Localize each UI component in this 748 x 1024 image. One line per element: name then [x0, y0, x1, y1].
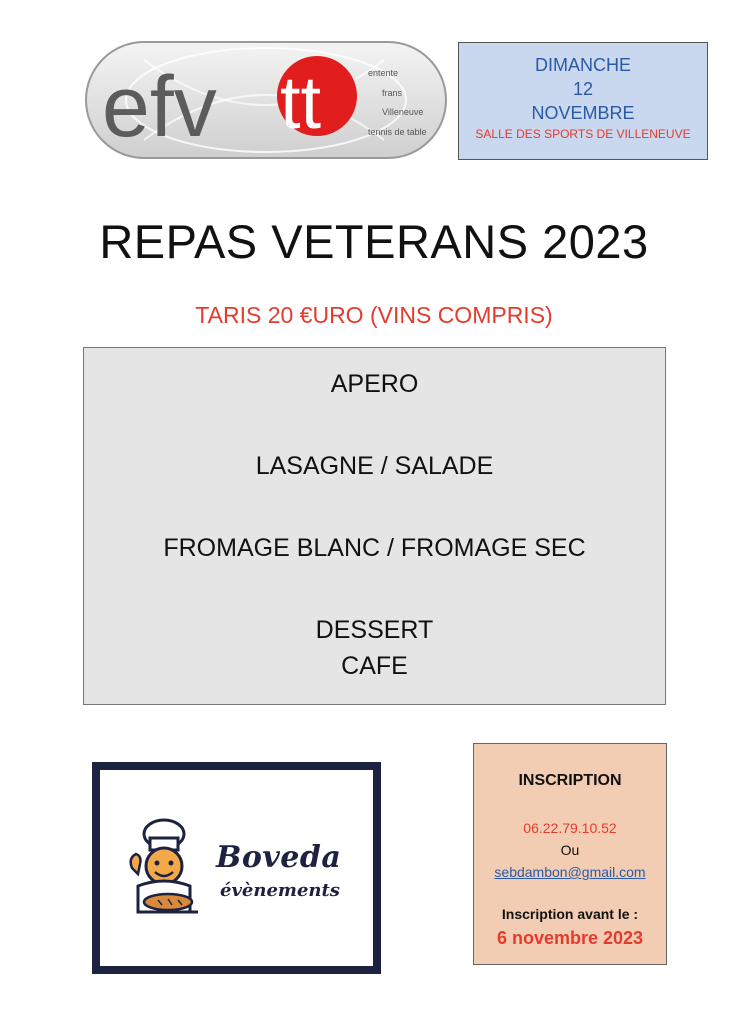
partner-logo — [92, 762, 381, 974]
event-day: DIMANCHE — [534, 55, 631, 75]
logo-word-villeneuve: Villeneuve — [382, 107, 424, 117]
contact-email-link[interactable]: sebdambon@gmail.com — [494, 864, 646, 880]
menu-item-cheese: FROMAGE BLANC / FROMAGE SEC — [163, 534, 586, 562]
page-title: REPAS VETERANS 2023 — [99, 215, 649, 268]
deadline-date: 6 novembre 2023 — [496, 928, 644, 948]
chef-icon — [124, 816, 210, 926]
contact-phone[interactable]: 06.22.79.10.52 — [523, 820, 617, 836]
deadline-label: Inscription avant le : — [501, 906, 639, 922]
partner-name: Boveda — [216, 840, 342, 875]
menu-item-coffee: CAFE — [341, 652, 408, 680]
event-venue: SALLE DES SPORTS DE VILLENEUVE — [475, 127, 691, 141]
event-month: NOVEMBRE — [531, 103, 635, 123]
logo-word-entente: entente — [368, 68, 399, 78]
logo-word-tennis: tennis de table — [368, 127, 427, 137]
inscription-heading: INSCRIPTION — [518, 772, 622, 789]
menu-item-main: LASAGNE / SALADE — [255, 452, 494, 480]
club-logo-graphic — [84, 40, 448, 160]
partner-subtitle: évènements — [220, 880, 340, 901]
menu-item-apero: APERO — [330, 370, 419, 398]
menu-box — [83, 347, 666, 705]
price-line: TARIS 20 €URO (VINS COMPRIS) — [195, 302, 553, 328]
contact-or: Ou — [560, 842, 580, 858]
date-box — [458, 42, 708, 160]
logo-letters-gray: efv — [102, 59, 217, 155]
event-date-number: 12 — [572, 79, 594, 99]
menu-item-dessert: DESSERT — [315, 616, 434, 644]
logo-letters-red: tt — [280, 61, 322, 144]
logo-word-frans: frans — [382, 88, 403, 98]
inscription-box — [473, 743, 667, 965]
club-logo — [84, 40, 448, 160]
